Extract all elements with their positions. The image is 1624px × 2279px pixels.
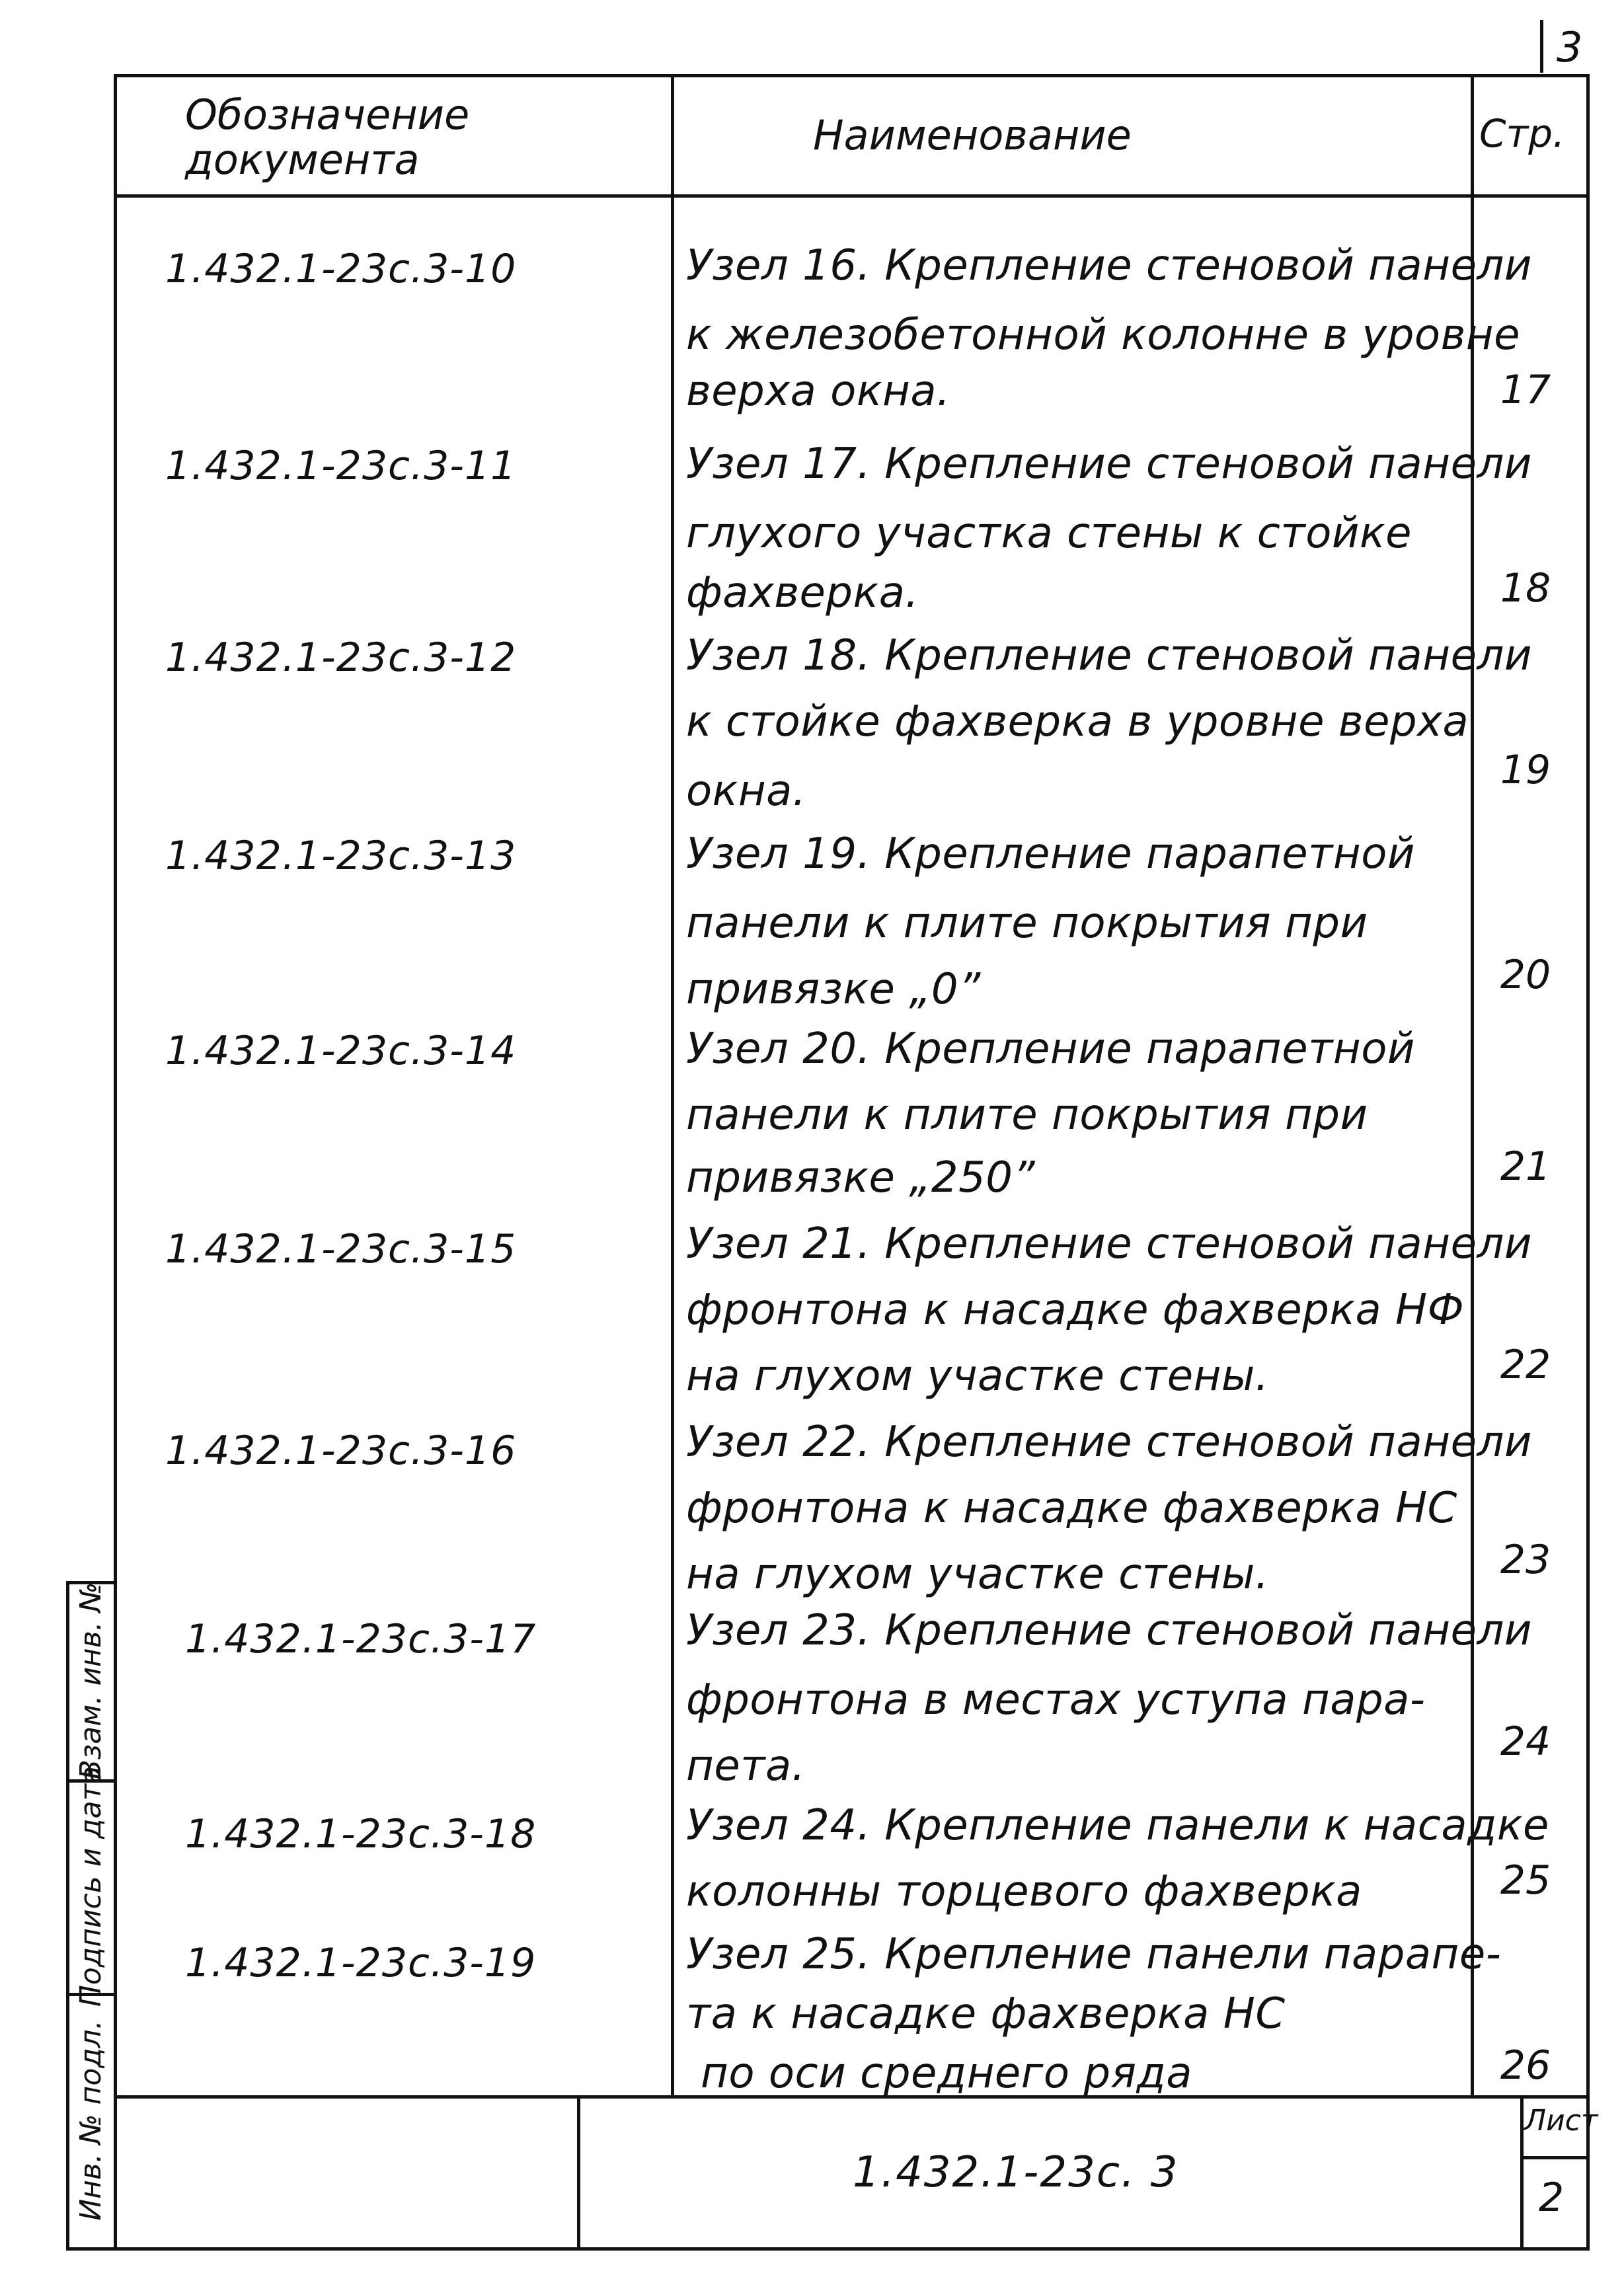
corner-tick bbox=[1540, 20, 1543, 73]
row-designation: 1.432.1-23с.3-18 bbox=[185, 1811, 537, 1857]
title-sheet-number: 2 bbox=[1539, 2175, 1565, 2221]
row-designation: 1.432.1-23с.3-16 bbox=[165, 1428, 517, 1474]
row-page: 26 bbox=[1500, 2042, 1551, 2089]
row-line: на глухом участке стены. bbox=[686, 1550, 1269, 1599]
row-line: фахверка. bbox=[686, 568, 919, 617]
row-line: Узел 25. Крепление панели парапе- bbox=[686, 1930, 1502, 1979]
row-line: Узел 18. Крепление стеновой панели bbox=[686, 631, 1532, 680]
row-page: 18 bbox=[1500, 565, 1551, 611]
row-designation: 1.432.1-23с.3-14 bbox=[165, 1028, 517, 1074]
row-line: Узел 20. Крепление парапетной bbox=[686, 1024, 1415, 1073]
corner-sheet-number: 3 bbox=[1557, 23, 1583, 71]
row-line: окна. bbox=[686, 767, 806, 816]
row-page: 24 bbox=[1500, 1719, 1551, 1765]
row-line: к стойке фахверка в уровне верха bbox=[686, 697, 1469, 746]
stamp-replace-inv: Взам. инв. № bbox=[74, 1582, 108, 1780]
stamp-inv-original: Инв. № подл. bbox=[74, 2020, 108, 2221]
row-line: Узел 17. Крепление стеновой панели bbox=[686, 440, 1532, 488]
row-designation: 1.432.1-23с.3-11 bbox=[165, 443, 517, 489]
row-line: Узел 16. Крепление стеновой панели bbox=[686, 241, 1532, 290]
row-line: Узел 19. Крепление парапетной bbox=[686, 830, 1415, 878]
header-name: Наименование bbox=[813, 111, 1132, 159]
row-line: верха окна. bbox=[686, 367, 950, 416]
header-page: Стр. bbox=[1479, 111, 1565, 156]
row-page: 17 bbox=[1500, 367, 1551, 413]
row-designation: 1.432.1-23с.3-10 bbox=[165, 246, 517, 292]
row-line: фронтона к насадке фахверка НС bbox=[686, 1484, 1457, 1533]
title-sheet-label: Лист bbox=[1524, 2104, 1598, 2138]
row-line: привязке „0” bbox=[686, 965, 981, 1014]
row-page: 20 bbox=[1500, 952, 1551, 998]
row-page: 19 bbox=[1500, 747, 1551, 793]
row-designation: 1.432.1-23с.3-19 bbox=[185, 1940, 537, 1986]
row-line: привязке „250” bbox=[686, 1153, 1036, 1202]
row-page: 23 bbox=[1500, 1537, 1551, 1583]
row-line: колонны торцевого фахверка bbox=[686, 1867, 1362, 1916]
row-designation: 1.432.1-23с.3-17 bbox=[185, 1616, 537, 1662]
title-doc-code: 1.432.1-23с. 3 bbox=[853, 2148, 1179, 2197]
row-line: панели к плите покрытия при bbox=[686, 899, 1368, 948]
row-line: Узел 23. Крепление стеновой панели bbox=[686, 1606, 1532, 1655]
row-page: 25 bbox=[1500, 1857, 1551, 1904]
stamp-signature-date: Подпись и дата bbox=[74, 1765, 108, 2007]
row-designation: 1.432.1-23с.3-15 bbox=[165, 1226, 517, 1272]
row-designation: 1.432.1-23с.3-12 bbox=[165, 635, 517, 681]
row-line: на глухом участке стены. bbox=[686, 1352, 1269, 1401]
row-line: та к насадке фахверка НС bbox=[686, 1989, 1286, 2038]
header-designation: Обозначение документа bbox=[185, 91, 470, 184]
row-line: панели к плите покрытия при bbox=[686, 1091, 1368, 1140]
row-page: 22 bbox=[1500, 1342, 1551, 1388]
row-line: Узел 24. Крепление панели к насадке bbox=[686, 1801, 1549, 1850]
row-line: пета. bbox=[686, 1742, 806, 1791]
row-line: фронтона к насадке фахверка НФ bbox=[686, 1286, 1465, 1334]
row-line: к железобетонной колонне в уровне bbox=[686, 311, 1520, 360]
row-line: по оси среднего ряда bbox=[701, 2049, 1192, 2098]
row-line: фронтона в местах уступа пара- bbox=[686, 1676, 1426, 1724]
row-line: Узел 22. Крепление стеновой панели bbox=[686, 1418, 1532, 1467]
row-designation: 1.432.1-23с.3-13 bbox=[165, 833, 517, 879]
row-line: Узел 21. Крепление стеновой панели bbox=[686, 1219, 1532, 1268]
row-page: 21 bbox=[1500, 1143, 1551, 1190]
row-line: глухого участка стены к стойке bbox=[686, 509, 1412, 558]
